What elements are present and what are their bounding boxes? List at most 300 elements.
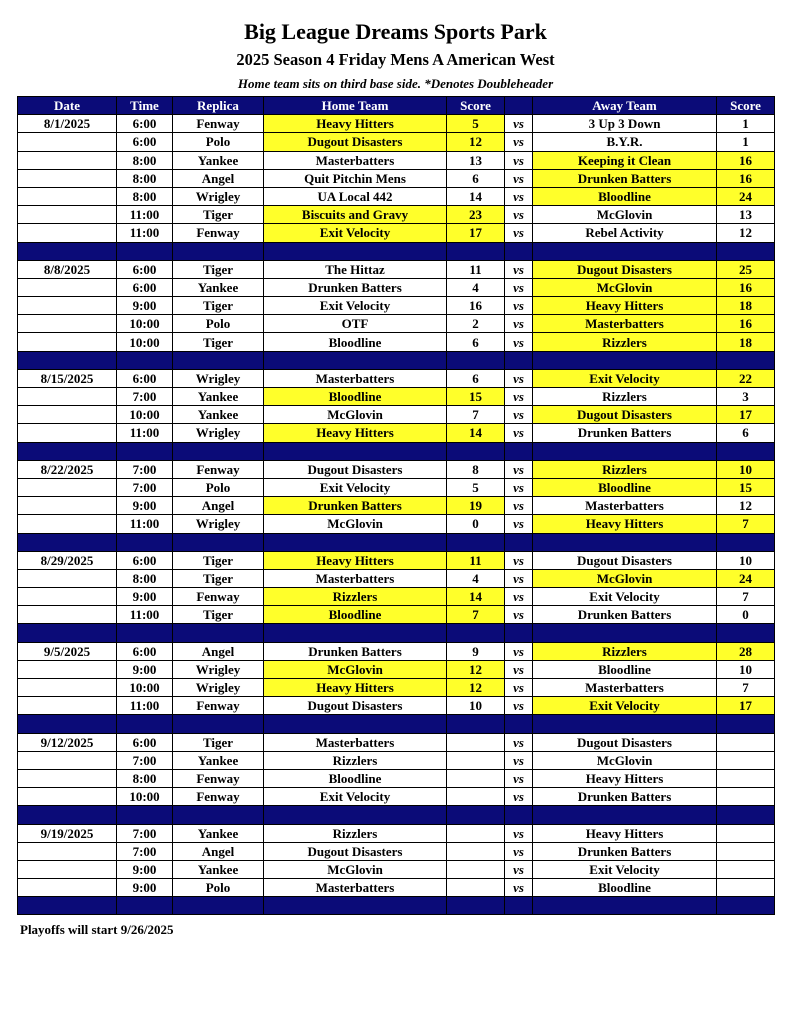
home-team-cell: Quit Pitchin Mens xyxy=(264,169,447,187)
away-score-cell: 0 xyxy=(717,606,775,624)
vs-cell: vs xyxy=(505,824,533,842)
home-team-cell: OTF xyxy=(264,315,447,333)
home-team-cell: Biscuits and Gravy xyxy=(264,206,447,224)
away-team-cell: 3 Up 3 Down xyxy=(533,115,717,133)
vs-cell: vs xyxy=(505,333,533,351)
col-header-vs xyxy=(505,97,533,115)
vs-cell: vs xyxy=(505,879,533,897)
table-row xyxy=(18,497,775,515)
separator-cell xyxy=(264,897,447,915)
away-score-cell: 13 xyxy=(717,206,775,224)
vs-cell: vs xyxy=(505,660,533,678)
home-team-cell: Bloodline xyxy=(264,769,447,787)
page-title: Big League Dreams Sports Park xyxy=(244,19,547,44)
home-score-cell: 5 xyxy=(447,115,505,133)
home-score-cell: 6 xyxy=(447,169,505,187)
home-score-cell: 14 xyxy=(447,187,505,205)
separator-cell xyxy=(18,897,117,915)
time-cell: 7:00 xyxy=(117,751,173,769)
separator-cell xyxy=(533,624,717,642)
separator-cell xyxy=(533,442,717,460)
home-score-cell: 0 xyxy=(447,515,505,533)
week-separator-row xyxy=(18,715,775,733)
away-score-cell: 25 xyxy=(717,260,775,278)
replica-cell: Wrigley xyxy=(173,424,264,442)
separator-cell xyxy=(117,806,173,824)
time-cell: 7:00 xyxy=(117,824,173,842)
table-row xyxy=(18,697,775,715)
separator-cell xyxy=(717,715,775,733)
away-score-cell xyxy=(717,824,775,842)
separator-cell xyxy=(447,242,505,260)
vs-cell: vs xyxy=(505,315,533,333)
away-team-cell: Rizzlers xyxy=(533,388,717,406)
date-cell xyxy=(18,424,117,442)
separator-cell xyxy=(117,442,173,460)
vs-cell: vs xyxy=(505,588,533,606)
away-score-cell: 12 xyxy=(717,224,775,242)
vs-cell: vs xyxy=(505,478,533,496)
home-team-cell: Exit Velocity xyxy=(264,224,447,242)
separator-cell xyxy=(117,897,173,915)
separator-cell xyxy=(717,442,775,460)
date-cell xyxy=(18,297,117,315)
away-score-cell xyxy=(717,733,775,751)
table-row xyxy=(18,333,775,351)
col-header-home-score: Score xyxy=(447,97,505,115)
date-cell xyxy=(18,224,117,242)
table-row xyxy=(18,278,775,296)
table-row xyxy=(18,860,775,878)
vs-cell: vs xyxy=(505,206,533,224)
time-cell: 6:00 xyxy=(117,369,173,387)
table-row xyxy=(18,588,775,606)
separator-cell xyxy=(717,897,775,915)
home-team-cell: Exit Velocity xyxy=(264,788,447,806)
away-team-cell: Masterbatters xyxy=(533,315,717,333)
separator-cell xyxy=(717,242,775,260)
replica-cell: Tiger xyxy=(173,733,264,751)
date-cell xyxy=(18,315,117,333)
date-cell: 9/5/2025 xyxy=(18,642,117,660)
replica-cell: Tiger xyxy=(173,569,264,587)
home-score-cell: 17 xyxy=(447,224,505,242)
table-row xyxy=(18,297,775,315)
away-team-cell: Drunken Batters xyxy=(533,842,717,860)
date-cell xyxy=(18,515,117,533)
away-score-cell xyxy=(717,860,775,878)
date-cell xyxy=(18,406,117,424)
home-score-cell: 4 xyxy=(447,278,505,296)
away-team-cell: Dugout Disasters xyxy=(533,406,717,424)
home-score-cell: 19 xyxy=(447,497,505,515)
home-team-cell: Rizzlers xyxy=(264,751,447,769)
date-cell: 8/29/2025 xyxy=(18,551,117,569)
vs-cell: vs xyxy=(505,697,533,715)
away-score-cell: 16 xyxy=(717,169,775,187)
separator-cell xyxy=(447,715,505,733)
date-cell xyxy=(18,169,117,187)
separator-cell xyxy=(533,533,717,551)
away-team-cell: Exit Velocity xyxy=(533,860,717,878)
home-team-cell: Drunken Batters xyxy=(264,278,447,296)
time-cell: 10:00 xyxy=(117,679,173,697)
home-team-cell: Heavy Hitters xyxy=(264,115,447,133)
replica-cell: Tiger xyxy=(173,606,264,624)
separator-cell xyxy=(18,242,117,260)
separator-cell xyxy=(505,806,533,824)
replica-cell: Polo xyxy=(173,133,264,151)
vs-cell: vs xyxy=(505,842,533,860)
home-score-cell: 12 xyxy=(447,133,505,151)
away-team-cell: Heavy Hitters xyxy=(533,824,717,842)
away-team-cell: Rizzlers xyxy=(533,642,717,660)
away-score-cell: 6 xyxy=(717,424,775,442)
col-header-time: Time xyxy=(117,97,173,115)
separator-cell xyxy=(717,351,775,369)
separator-cell xyxy=(117,351,173,369)
home-score-cell xyxy=(447,751,505,769)
vs-cell: vs xyxy=(505,569,533,587)
separator-cell xyxy=(18,533,117,551)
away-team-cell: Exit Velocity xyxy=(533,588,717,606)
away-score-cell: 3 xyxy=(717,388,775,406)
week-separator-row xyxy=(18,242,775,260)
home-team-cell: Dugout Disasters xyxy=(264,133,447,151)
away-team-cell: Exit Velocity xyxy=(533,369,717,387)
home-score-cell xyxy=(447,788,505,806)
away-team-cell: Keeping it Clean xyxy=(533,151,717,169)
date-cell xyxy=(18,660,117,678)
away-team-cell: Heavy Hitters xyxy=(533,515,717,533)
date-cell xyxy=(18,569,117,587)
away-team-cell: Drunken Batters xyxy=(533,169,717,187)
separator-cell xyxy=(117,624,173,642)
home-team-cell: Bloodline xyxy=(264,606,447,624)
separator-cell xyxy=(173,715,264,733)
replica-cell: Wrigley xyxy=(173,187,264,205)
separator-cell xyxy=(117,715,173,733)
table-row xyxy=(18,642,775,660)
separator-cell xyxy=(505,351,533,369)
away-score-cell: 28 xyxy=(717,642,775,660)
away-team-cell: Rizzlers xyxy=(533,460,717,478)
table-row xyxy=(18,260,775,278)
table-row xyxy=(18,133,775,151)
time-cell: 11:00 xyxy=(117,697,173,715)
playoffs-note: Playoffs will start 9/26/2025 xyxy=(20,922,174,937)
table-row xyxy=(18,569,775,587)
separator-cell xyxy=(18,351,117,369)
time-cell: 6:00 xyxy=(117,115,173,133)
away-score-cell: 17 xyxy=(717,406,775,424)
home-score-cell xyxy=(447,769,505,787)
home-team-cell: The Hittaz xyxy=(264,260,447,278)
separator-cell xyxy=(505,533,533,551)
away-team-cell: McGlovin xyxy=(533,751,717,769)
table-row xyxy=(18,751,775,769)
time-cell: 9:00 xyxy=(117,660,173,678)
home-score-cell: 2 xyxy=(447,315,505,333)
replica-cell: Yankee xyxy=(173,406,264,424)
home-team-cell: Bloodline xyxy=(264,333,447,351)
date-cell xyxy=(18,679,117,697)
home-team-cell: McGlovin xyxy=(264,515,447,533)
home-team-cell: Dugout Disasters xyxy=(264,460,447,478)
home-team-cell: Heavy Hitters xyxy=(264,679,447,697)
replica-cell: Tiger xyxy=(173,551,264,569)
home-team-cell: Masterbatters xyxy=(264,151,447,169)
home-score-cell xyxy=(447,860,505,878)
away-team-cell: Bloodline xyxy=(533,478,717,496)
home-team-cell: Exit Velocity xyxy=(264,297,447,315)
separator-cell xyxy=(533,806,717,824)
home-team-cell: McGlovin xyxy=(264,660,447,678)
table-row xyxy=(18,551,775,569)
replica-cell: Yankee xyxy=(173,151,264,169)
separator-cell xyxy=(173,351,264,369)
home-score-cell: 14 xyxy=(447,424,505,442)
table-row xyxy=(18,187,775,205)
separator-cell xyxy=(173,242,264,260)
separator-cell xyxy=(173,442,264,460)
vs-cell: vs xyxy=(505,424,533,442)
page-subtitle: 2025 Season 4 Friday Mens A American West xyxy=(236,50,555,69)
date-cell: 9/19/2025 xyxy=(18,824,117,842)
replica-cell: Tiger xyxy=(173,260,264,278)
separator-cell xyxy=(264,533,447,551)
table-row xyxy=(18,115,775,133)
vs-cell: vs xyxy=(505,297,533,315)
table-row xyxy=(18,769,775,787)
home-team-cell: Masterbatters xyxy=(264,879,447,897)
home-score-cell: 10 xyxy=(447,697,505,715)
replica-cell: Fenway xyxy=(173,769,264,787)
week-separator-row xyxy=(18,806,775,824)
away-team-cell: Masterbatters xyxy=(533,497,717,515)
vs-cell: vs xyxy=(505,406,533,424)
away-score-cell: 17 xyxy=(717,697,775,715)
separator-cell xyxy=(447,533,505,551)
time-cell: 11:00 xyxy=(117,224,173,242)
table-row xyxy=(18,388,775,406)
week-separator-row xyxy=(18,351,775,369)
away-team-cell: Rebel Activity xyxy=(533,224,717,242)
home-team-cell: Dugout Disasters xyxy=(264,697,447,715)
time-cell: 11:00 xyxy=(117,424,173,442)
away-team-cell: Drunken Batters xyxy=(533,424,717,442)
week-separator-row xyxy=(18,442,775,460)
time-cell: 7:00 xyxy=(117,388,173,406)
away-score-cell: 10 xyxy=(717,460,775,478)
away-team-cell: Drunken Batters xyxy=(533,788,717,806)
vs-cell: vs xyxy=(505,115,533,133)
away-team-cell: Masterbatters xyxy=(533,679,717,697)
date-cell: 8/8/2025 xyxy=(18,260,117,278)
home-team-cell: UA Local 442 xyxy=(264,187,447,205)
home-team-cell: Bloodline xyxy=(264,388,447,406)
time-cell: 6:00 xyxy=(117,733,173,751)
separator-cell xyxy=(264,806,447,824)
col-header-away-team: Away Team xyxy=(533,97,717,115)
home-score-cell xyxy=(447,879,505,897)
replica-cell: Yankee xyxy=(173,824,264,842)
separator-cell xyxy=(447,351,505,369)
time-cell: 9:00 xyxy=(117,497,173,515)
vs-cell: vs xyxy=(505,551,533,569)
home-score-cell: 15 xyxy=(447,388,505,406)
schedule-table xyxy=(17,96,775,915)
table-row xyxy=(18,788,775,806)
replica-cell: Polo xyxy=(173,879,264,897)
away-score-cell: 22 xyxy=(717,369,775,387)
away-score-cell: 12 xyxy=(717,497,775,515)
separator-cell xyxy=(505,715,533,733)
table-row xyxy=(18,824,775,842)
vs-cell: vs xyxy=(505,788,533,806)
table-row xyxy=(18,660,775,678)
replica-cell: Angel xyxy=(173,169,264,187)
date-cell: 8/22/2025 xyxy=(18,460,117,478)
separator-cell xyxy=(173,897,264,915)
away-team-cell: Heavy Hitters xyxy=(533,297,717,315)
replica-cell: Wrigley xyxy=(173,369,264,387)
home-score-cell: 8 xyxy=(447,460,505,478)
home-score-cell: 9 xyxy=(447,642,505,660)
away-score-cell: 16 xyxy=(717,278,775,296)
separator-cell xyxy=(717,624,775,642)
vs-cell: vs xyxy=(505,642,533,660)
date-cell xyxy=(18,206,117,224)
home-score-cell: 16 xyxy=(447,297,505,315)
time-cell: 9:00 xyxy=(117,588,173,606)
time-cell: 7:00 xyxy=(117,842,173,860)
separator-cell xyxy=(533,351,717,369)
away-score-cell: 7 xyxy=(717,515,775,533)
replica-cell: Tiger xyxy=(173,206,264,224)
schedule-body xyxy=(18,115,775,915)
home-team-cell: Heavy Hitters xyxy=(264,424,447,442)
separator-cell xyxy=(117,533,173,551)
separator-cell xyxy=(18,624,117,642)
separator-cell xyxy=(173,533,264,551)
time-cell: 8:00 xyxy=(117,769,173,787)
week-separator-row xyxy=(18,897,775,915)
table-row xyxy=(18,224,775,242)
separator-cell xyxy=(117,242,173,260)
away-team-cell: Heavy Hitters xyxy=(533,769,717,787)
date-cell xyxy=(18,697,117,715)
separator-cell xyxy=(717,533,775,551)
away-team-cell: Dugout Disasters xyxy=(533,260,717,278)
away-team-cell: McGlovin xyxy=(533,278,717,296)
replica-cell: Fenway xyxy=(173,224,264,242)
away-team-cell: Dugout Disasters xyxy=(533,733,717,751)
separator-cell xyxy=(505,897,533,915)
away-team-cell: Bloodline xyxy=(533,660,717,678)
home-score-cell xyxy=(447,842,505,860)
vs-cell: vs xyxy=(505,860,533,878)
away-score-cell: 7 xyxy=(717,588,775,606)
home-score-cell: 11 xyxy=(447,551,505,569)
separator-cell xyxy=(264,242,447,260)
date-cell xyxy=(18,388,117,406)
time-cell: 6:00 xyxy=(117,133,173,151)
replica-cell: Fenway xyxy=(173,788,264,806)
time-cell: 8:00 xyxy=(117,187,173,205)
separator-cell xyxy=(717,806,775,824)
replica-cell: Fenway xyxy=(173,460,264,478)
home-team-cell: McGlovin xyxy=(264,860,447,878)
replica-cell: Angel xyxy=(173,842,264,860)
separator-cell xyxy=(447,897,505,915)
home-score-cell: 14 xyxy=(447,588,505,606)
replica-cell: Polo xyxy=(173,478,264,496)
home-score-cell: 7 xyxy=(447,406,505,424)
table-row xyxy=(18,606,775,624)
home-team-cell: Rizzlers xyxy=(264,588,447,606)
header-row xyxy=(18,97,775,115)
vs-cell: vs xyxy=(505,133,533,151)
date-cell xyxy=(18,879,117,897)
time-cell: 9:00 xyxy=(117,297,173,315)
date-cell xyxy=(18,497,117,515)
vs-cell: vs xyxy=(505,733,533,751)
replica-cell: Yankee xyxy=(173,860,264,878)
time-cell: 6:00 xyxy=(117,278,173,296)
separator-cell xyxy=(18,715,117,733)
table-row xyxy=(18,879,775,897)
vs-cell: vs xyxy=(505,497,533,515)
separator-cell xyxy=(533,242,717,260)
date-cell xyxy=(18,333,117,351)
date-cell xyxy=(18,860,117,878)
away-score-cell: 16 xyxy=(717,151,775,169)
home-team-cell: Exit Velocity xyxy=(264,478,447,496)
date-cell xyxy=(18,278,117,296)
away-score-cell: 1 xyxy=(717,133,775,151)
away-score-cell xyxy=(717,751,775,769)
replica-cell: Wrigley xyxy=(173,679,264,697)
table-row xyxy=(18,478,775,496)
away-team-cell: Exit Velocity xyxy=(533,697,717,715)
time-cell: 10:00 xyxy=(117,406,173,424)
time-cell: 9:00 xyxy=(117,860,173,878)
separator-cell xyxy=(18,442,117,460)
table-row xyxy=(18,842,775,860)
date-cell xyxy=(18,478,117,496)
replica-cell: Yankee xyxy=(173,388,264,406)
vs-cell: vs xyxy=(505,679,533,697)
replica-cell: Fenway xyxy=(173,115,264,133)
home-score-cell: 6 xyxy=(447,369,505,387)
date-cell: 8/1/2025 xyxy=(18,115,117,133)
home-team-cell: Masterbatters xyxy=(264,569,447,587)
home-team-cell: Masterbatters xyxy=(264,369,447,387)
home-score-cell: 12 xyxy=(447,679,505,697)
table-row xyxy=(18,169,775,187)
table-row xyxy=(18,679,775,697)
away-score-cell: 24 xyxy=(717,187,775,205)
time-cell: 6:00 xyxy=(117,260,173,278)
away-score-cell: 15 xyxy=(717,478,775,496)
vs-cell: vs xyxy=(505,751,533,769)
home-team-cell: Drunken Batters xyxy=(264,497,447,515)
date-cell: 9/12/2025 xyxy=(18,733,117,751)
col-header-away-score: Score xyxy=(717,97,775,115)
separator-cell xyxy=(505,242,533,260)
separator-cell xyxy=(264,624,447,642)
